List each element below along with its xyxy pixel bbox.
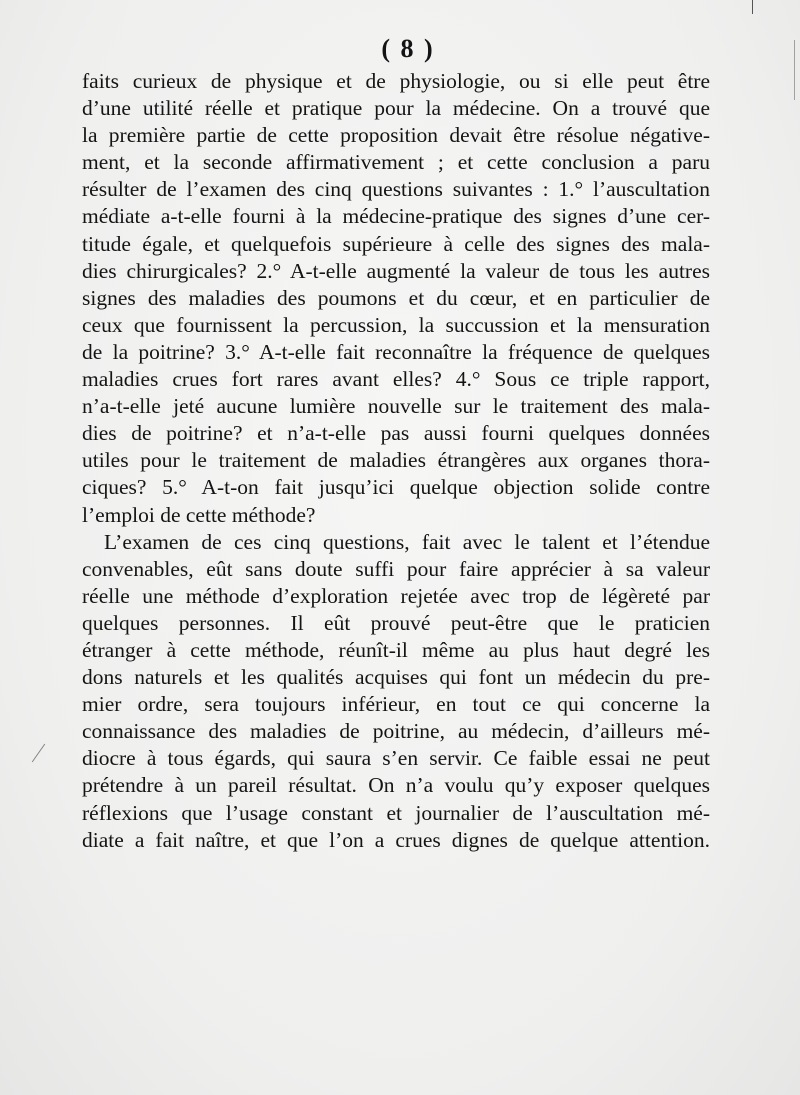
paragraph-1	[82, 68, 710, 529]
text-line: dons naturels et les qualités acquises qui font un médecin du pre-	[82, 665, 710, 690]
text-line: prétendre à un pareil résultat. On n’a voulu qu’y exposer quelques	[82, 773, 710, 798]
text-line: signes des maladies des poumons et du cœur, et en particulier de	[82, 285, 710, 310]
text-line: quelques personnes. Il eût prouvé peut-être que le praticien	[82, 610, 710, 635]
text-line: L’examen de ces cinq questions, fait avec le talent et l’étendue	[104, 529, 710, 554]
text-line: ciques? 5.° A-t-on fait jusqu’ici quelque objection solide contre	[82, 475, 710, 500]
text-line: titude égale, et quelquefois supérieure à celle des signes des mala-	[82, 231, 710, 256]
text-line: ceux que fournissent la percussion, la succussion et la mensuration	[82, 312, 710, 337]
text-line: d’une utilité réelle et pratique pour la médecine. On a trouvé que	[82, 96, 710, 121]
text-line: l’emploi de cette méthode?	[82, 502, 316, 527]
text-line: réflexions que l’usage constant et journalier de l’auscultation mé-	[82, 800, 710, 825]
text-line: ment, et la seconde affirmativement ; et cette conclusion a paru	[82, 150, 710, 175]
text-line: de la poitrine? 3.° A-t-elle fait reconnaître la fréquence de quelques	[82, 339, 710, 364]
text-line: la première partie de cette proposition devait être résolue négative-	[82, 123, 710, 148]
text-line: convenables, eût sans doute suffi pour faire apprécier à sa valeur	[82, 556, 710, 581]
scan-mark-left	[32, 744, 45, 763]
text-line: utiles pour le traitement de maladies étrangères aux organes thora-	[82, 448, 710, 473]
scan-mark-top-right	[752, 0, 753, 14]
text-line: dies de poitrine? et n’a-t-elle pas aussi fourni quelques données	[82, 421, 710, 446]
text-line: faits curieux de physique et de physiologie, ou si elle peut être	[82, 69, 710, 93]
text-line: résulter de l’examen des cinq questions suivantes : 1.° l’auscultation	[82, 177, 710, 202]
text-line: mier ordre, sera toujours inférieur, en tout ce qui concerne la	[82, 692, 710, 717]
text-line: diocre à tous égards, qui saura s’en servir. Ce faible essai ne peut	[82, 746, 710, 771]
text-line: étranger à cette méthode, réunît-il même au plus haut degré les	[82, 637, 710, 662]
text-line: diate a fait naître, et que l’on a crues dignes de quelque attention.	[82, 827, 710, 852]
text-line: maladies crues fort rares avant elles? 4.° Sous ce triple rapport,	[82, 367, 710, 392]
body-text	[82, 68, 710, 854]
text-line: médiate a-t-elle fourni à la médecine-pratique des signes d’une cer-	[82, 204, 710, 229]
text-line: dies chirurgicales? 2.° A-t-elle augmenté la valeur de tous les autres	[82, 258, 710, 283]
text-line: réelle une méthode d’exploration rejetée avec trop de légèreté par	[82, 583, 710, 608]
text-line: connaissance des maladies de poitrine, au médecin, d’ailleurs mé-	[82, 719, 710, 744]
text-line: n’a-t-elle jeté aucune lumière nouvelle sur le traitement des mala-	[82, 394, 710, 419]
page-number: ( 8 )	[381, 34, 435, 63]
paragraph-2	[82, 529, 710, 854]
